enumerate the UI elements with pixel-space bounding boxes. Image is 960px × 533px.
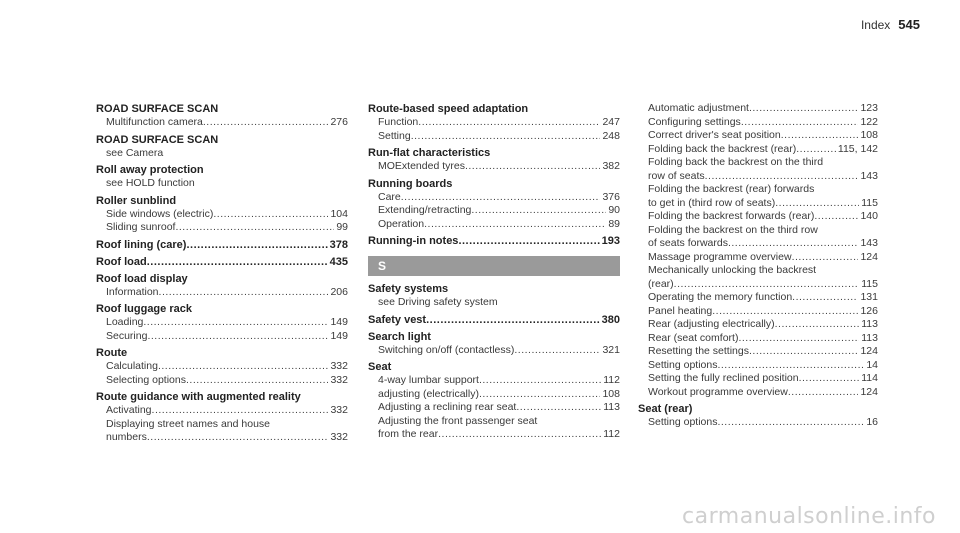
entry-heading-text: Roller sunblind xyxy=(96,194,177,207)
sub-entry[interactable] xyxy=(638,143,878,157)
sub-entry[interactable] xyxy=(638,278,878,292)
sub-entry[interactable] xyxy=(96,316,348,330)
sub-entry[interactable] xyxy=(368,218,620,232)
sub-entry xyxy=(96,147,348,161)
dot-leader xyxy=(514,344,600,358)
entry-heading[interactable] xyxy=(96,255,348,269)
dot-leader xyxy=(781,129,859,143)
page-reference[interactable]: 112 xyxy=(603,428,620,440)
sub-entry-text: (rear) xyxy=(648,277,674,290)
entry-heading[interactable] xyxy=(96,102,348,116)
sub-entry-text: see Camera xyxy=(106,146,164,159)
sub-entry-text: MOExtended tyres xyxy=(378,160,465,172)
sub-entry xyxy=(638,156,878,170)
sub-entry[interactable] xyxy=(638,305,878,319)
dot-leader xyxy=(712,305,858,319)
index-entry xyxy=(368,313,620,327)
sub-entry[interactable] xyxy=(638,102,878,116)
dot-leader xyxy=(465,160,601,174)
page-reference[interactable]: 124 xyxy=(860,250,878,263)
page-reference[interactable]: 113 xyxy=(861,331,878,344)
entry-heading[interactable] xyxy=(96,272,348,286)
page-reference[interactable]: 122 xyxy=(860,115,878,128)
sub-entry[interactable] xyxy=(368,344,620,358)
page-reference[interactable]: 99 xyxy=(336,221,348,233)
dot-leader xyxy=(411,130,601,144)
dot-leader xyxy=(479,388,601,402)
page-reference[interactable]: 89 xyxy=(608,217,620,230)
entry-heading-text: Roof lining (care) xyxy=(96,238,187,251)
sub-entry-text: Rear (adjusting electrically) xyxy=(648,318,775,330)
dot-leader xyxy=(479,374,601,388)
sub-entry[interactable] xyxy=(96,374,348,388)
entry-heading[interactable] xyxy=(96,133,348,147)
index-entry xyxy=(96,255,348,269)
sub-entry-text: Sliding sunroof xyxy=(106,221,176,233)
sub-entry[interactable] xyxy=(638,170,878,184)
page-reference[interactable]: 123 xyxy=(860,102,878,114)
watermark: carmanualsonline.info xyxy=(682,504,936,529)
sub-entry-text: of seats forwards xyxy=(648,237,728,249)
dot-leader xyxy=(788,386,859,400)
entry-heading-text: Safety vest xyxy=(368,313,427,326)
sub-entry-text: Folding back the backrest on the third xyxy=(648,156,824,168)
entry-heading-text: Running boards xyxy=(368,177,453,190)
index-entry xyxy=(368,330,620,358)
sub-entry-text: Folding the backrest forwards (rear) xyxy=(648,210,815,222)
page-reference[interactable]: 115 xyxy=(861,277,878,290)
sub-entry[interactable] xyxy=(96,404,348,418)
page-reference[interactable]: 113 xyxy=(861,318,878,330)
entry-heading[interactable] xyxy=(96,302,348,316)
sub-entry[interactable] xyxy=(368,130,620,144)
entry-heading-text: Route guidance with augmented reality xyxy=(96,391,301,403)
sub-entry[interactable] xyxy=(96,221,348,235)
dot-leader xyxy=(814,210,858,224)
page-reference[interactable]: 206 xyxy=(330,285,348,298)
dot-leader xyxy=(143,316,328,330)
sub-entry xyxy=(96,418,348,432)
sub-entry-text: row of seats xyxy=(648,169,705,182)
page-reference[interactable]: 108 xyxy=(860,129,878,141)
sub-entry[interactable] xyxy=(638,237,878,251)
entry-heading[interactable] xyxy=(368,146,620,160)
sub-entry[interactable] xyxy=(368,388,620,402)
page-reference[interactable]: 143 xyxy=(860,237,878,249)
section-heading: S xyxy=(368,256,620,276)
page-reference[interactable]: 382 xyxy=(602,160,620,172)
index-entry xyxy=(96,102,348,130)
index-entry xyxy=(368,282,620,310)
page-reference[interactable]: 113 xyxy=(603,401,620,413)
entry-heading[interactable] xyxy=(368,360,620,374)
page-reference[interactable]: 108 xyxy=(602,387,620,400)
page-reference[interactable]: 143 xyxy=(860,169,878,182)
page-reference[interactable]: 376 xyxy=(602,190,620,203)
dot-leader xyxy=(705,170,859,184)
entry-heading-text: Route xyxy=(96,347,128,359)
index-column-2 xyxy=(368,102,620,445)
index-entry xyxy=(96,194,348,235)
sub-entry[interactable] xyxy=(96,286,348,300)
sub-entry-text: Workout programme overview xyxy=(648,385,788,398)
sub-entry-text: adjusting (electrically) xyxy=(378,387,479,400)
sub-entry[interactable] xyxy=(638,372,878,386)
sub-entry-text: Securing xyxy=(106,329,148,342)
dot-leader xyxy=(741,116,859,130)
page-reference[interactable]: 90 xyxy=(608,204,620,216)
sub-entry xyxy=(96,177,348,191)
dot-leader xyxy=(775,318,860,332)
sub-entry-text: Adjusting the front passenger seat xyxy=(378,414,538,427)
sub-entry-text: Panel heating xyxy=(648,304,713,317)
page-reference[interactable]: 114 xyxy=(861,372,878,384)
entry-heading[interactable] xyxy=(96,390,348,404)
dot-leader xyxy=(147,431,329,445)
sub-entry-text: numbers xyxy=(106,431,147,443)
sub-entry-text: Configuring settings xyxy=(648,115,741,128)
sub-entry-text: Side windows (electric) xyxy=(106,207,214,220)
sub-entry-text: Loading xyxy=(106,316,144,328)
sub-entry[interactable] xyxy=(638,318,878,332)
dot-leader xyxy=(738,332,859,346)
sub-entry-text: Extending/retracting xyxy=(378,204,472,216)
dot-leader xyxy=(158,360,329,374)
entry-heading-text: Seat (rear) xyxy=(638,403,693,415)
index-entry xyxy=(638,102,878,399)
dot-leader xyxy=(749,345,858,359)
index-entry xyxy=(96,302,348,343)
page-reference[interactable]: 126 xyxy=(860,304,878,317)
entry-heading[interactable] xyxy=(96,163,348,177)
sub-entry-text: Automatic adjustment xyxy=(648,102,749,114)
page-reference[interactable]: 321 xyxy=(602,343,620,356)
entry-heading[interactable] xyxy=(96,346,348,360)
sub-entry[interactable] xyxy=(638,251,878,265)
entry-heading-text: Safety systems xyxy=(368,283,449,295)
entry-heading-text: Roof load xyxy=(96,255,147,268)
entry-heading-text: ROAD SURFACE SCAN xyxy=(96,133,219,146)
dot-leader xyxy=(213,208,328,222)
sub-entry[interactable] xyxy=(368,428,620,442)
dot-leader xyxy=(792,291,858,305)
sub-entry-text: Care xyxy=(378,190,401,203)
sub-entry-text: Folding the backrest on the third row xyxy=(648,223,818,236)
sub-entry[interactable] xyxy=(638,332,878,346)
sub-entry-text: Correct driver's seat position xyxy=(648,129,781,141)
page-reference[interactable]: 247 xyxy=(602,116,620,128)
entry-heading[interactable] xyxy=(638,402,878,416)
entry-heading[interactable] xyxy=(96,238,348,252)
page-reference[interactable]: 124 xyxy=(860,345,878,357)
sub-entry[interactable] xyxy=(638,197,878,211)
sub-entry-text: Setting options xyxy=(648,416,718,428)
page-reference[interactable]: 16 xyxy=(866,416,878,428)
entry-heading[interactable] xyxy=(368,102,620,116)
sub-entry-text: Operating the memory function xyxy=(648,291,793,303)
sub-entry[interactable] xyxy=(368,204,620,218)
sub-entry[interactable] xyxy=(368,374,620,388)
dot-leader xyxy=(186,238,327,252)
dot-leader xyxy=(159,286,329,300)
page-reference[interactable]: 124 xyxy=(860,385,878,398)
index-entry xyxy=(96,163,348,191)
sub-entry xyxy=(638,264,878,278)
sub-entry-text: 4-way lumbar support xyxy=(378,374,479,386)
sub-entry-text: Adjusting a reclining rear seat xyxy=(378,401,517,413)
entry-heading-text: Roof luggage rack xyxy=(96,303,192,315)
entry-heading[interactable] xyxy=(368,282,620,296)
sub-entry[interactable] xyxy=(96,330,348,344)
sub-entry-text: Massage programme overview xyxy=(648,250,792,263)
sub-entry[interactable] xyxy=(368,116,620,130)
sub-entry[interactable] xyxy=(638,359,878,373)
sub-entry[interactable] xyxy=(96,360,348,374)
dot-leader xyxy=(799,372,860,386)
entry-heading-text: Run-flat characteristics xyxy=(368,147,491,159)
sub-entry-text: Information xyxy=(106,285,159,298)
dot-leader xyxy=(516,401,601,415)
dot-leader xyxy=(792,251,859,265)
index-entry xyxy=(368,146,620,174)
sub-entry-text: Folding back the backrest (rear) xyxy=(648,142,797,155)
entry-heading[interactable] xyxy=(368,177,620,191)
index-entry xyxy=(368,177,620,232)
sub-entry-text: Selecting options xyxy=(106,373,186,386)
entry-heading-text: Roof load display xyxy=(96,272,188,285)
dot-leader xyxy=(471,204,606,218)
page-reference[interactable]: 332 xyxy=(330,404,348,416)
sub-entry xyxy=(368,296,620,310)
page-reference[interactable]: 104 xyxy=(330,207,348,220)
entry-heading[interactable] xyxy=(368,313,620,327)
sub-entry[interactable] xyxy=(638,291,878,305)
page-header xyxy=(861,17,920,32)
index-entry xyxy=(368,102,620,143)
page-reference[interactable]: 112 xyxy=(603,374,620,386)
sub-entry-text: Activating xyxy=(106,404,152,416)
sub-entry[interactable] xyxy=(638,210,878,224)
page-reference[interactable]: 149 xyxy=(330,316,348,328)
sub-entry-text: Setting xyxy=(378,129,411,142)
sub-entry[interactable] xyxy=(638,416,878,430)
sub-entry-text: Setting options xyxy=(648,358,718,371)
page-reference[interactable]: 193 xyxy=(601,235,620,247)
sub-entry[interactable] xyxy=(368,401,620,415)
dot-leader xyxy=(175,221,334,235)
dot-leader xyxy=(717,359,864,373)
sub-entry-text: Switching on/off (contactless) xyxy=(378,343,515,356)
sub-entry[interactable] xyxy=(96,208,348,222)
index-entry xyxy=(96,133,348,161)
sub-entry[interactable] xyxy=(96,431,348,445)
sub-entry-text: Rear (seat comfort) xyxy=(648,331,739,344)
sub-entry-text: see Driving safety system xyxy=(378,296,498,308)
entry-heading-text: Search light xyxy=(368,330,431,343)
sub-entry-text: Folding the backrest (rear) forwards xyxy=(648,183,815,195)
sub-entry-text: see HOLD function xyxy=(106,177,195,189)
index-entry xyxy=(96,238,348,252)
page-reference[interactable]: 332 xyxy=(330,360,348,372)
entry-heading-text: ROAD SURFACE SCAN xyxy=(96,103,219,115)
entry-heading-text: Route-based speed adaptation xyxy=(368,103,529,115)
page-reference[interactable]: 332 xyxy=(330,431,348,443)
dot-leader xyxy=(749,102,859,116)
dot-leader xyxy=(203,116,329,130)
entry-heading[interactable] xyxy=(368,234,620,248)
dot-leader xyxy=(796,143,836,157)
page-reference[interactable]: 276 xyxy=(330,116,348,128)
dot-leader xyxy=(728,237,859,251)
index-entry xyxy=(368,234,620,248)
dot-leader xyxy=(775,197,859,211)
page-reference[interactable]: 248 xyxy=(602,129,620,142)
sub-entry-text: Displaying street names and house xyxy=(106,417,271,430)
page-reference[interactable]: 131 xyxy=(860,291,878,303)
dot-leader xyxy=(424,218,606,232)
sub-entry[interactable] xyxy=(638,129,878,143)
dot-leader xyxy=(401,191,601,205)
entry-heading-text: Seat xyxy=(368,361,392,373)
page-reference[interactable]: 435 xyxy=(329,255,348,268)
sub-entry[interactable] xyxy=(638,116,878,130)
sub-entry-text: to get in (third row of seats) xyxy=(648,196,776,209)
sub-entry-text: Operation xyxy=(378,217,425,230)
index-entry xyxy=(638,402,878,430)
sub-entry-text: Setting the fully reclined position xyxy=(648,372,799,384)
entry-heading-text: Roll away protection xyxy=(96,164,204,176)
dot-leader xyxy=(147,255,328,269)
sub-entry-text: Mechanically unlocking the backrest xyxy=(648,264,817,276)
sub-entry[interactable] xyxy=(96,116,348,130)
page-number: 545 xyxy=(898,17,920,32)
page-reference[interactable]: 115, 142 xyxy=(837,142,878,155)
sub-entry-text: Resetting the settings xyxy=(648,345,749,357)
sub-entry[interactable] xyxy=(638,345,878,359)
sub-entry xyxy=(368,415,620,429)
entry-heading[interactable] xyxy=(96,194,348,208)
index-entry xyxy=(96,272,348,300)
page-reference[interactable]: 378 xyxy=(329,238,348,251)
page-reference[interactable]: 140 xyxy=(860,210,878,222)
header-label: Index xyxy=(860,18,891,32)
dot-leader xyxy=(717,416,864,430)
sub-entry-text: Multifunction camera xyxy=(106,116,203,128)
index-column-1 xyxy=(96,102,348,448)
entry-heading[interactable] xyxy=(368,330,620,344)
dot-leader xyxy=(186,374,328,388)
page-reference[interactable]: 380 xyxy=(601,313,620,326)
page-reference[interactable]: 115 xyxy=(861,196,878,209)
dot-leader xyxy=(426,313,600,327)
sub-entry[interactable] xyxy=(638,386,878,400)
dot-leader xyxy=(674,278,860,292)
index-entry xyxy=(368,360,620,442)
dot-leader xyxy=(458,234,599,248)
index-column-3 xyxy=(638,102,878,433)
sub-entry-text: Calculating xyxy=(106,360,158,372)
sub-entry[interactable] xyxy=(368,191,620,205)
dot-leader xyxy=(152,404,329,418)
sub-entry-text: Function xyxy=(378,116,419,128)
sub-entry-text: from the rear xyxy=(378,428,439,440)
index-entry xyxy=(96,346,348,387)
dot-leader xyxy=(418,116,600,130)
sub-entry[interactable] xyxy=(368,160,620,174)
page-reference[interactable]: 14 xyxy=(866,358,878,371)
dot-leader xyxy=(147,330,328,344)
dot-leader xyxy=(438,428,601,442)
index-entry xyxy=(96,390,348,445)
sub-entry xyxy=(638,183,878,197)
entry-heading-text: Running-in notes xyxy=(368,235,459,247)
page-reference[interactable]: 149 xyxy=(330,329,348,342)
sub-entry xyxy=(638,224,878,238)
page-reference[interactable]: 332 xyxy=(330,373,348,386)
